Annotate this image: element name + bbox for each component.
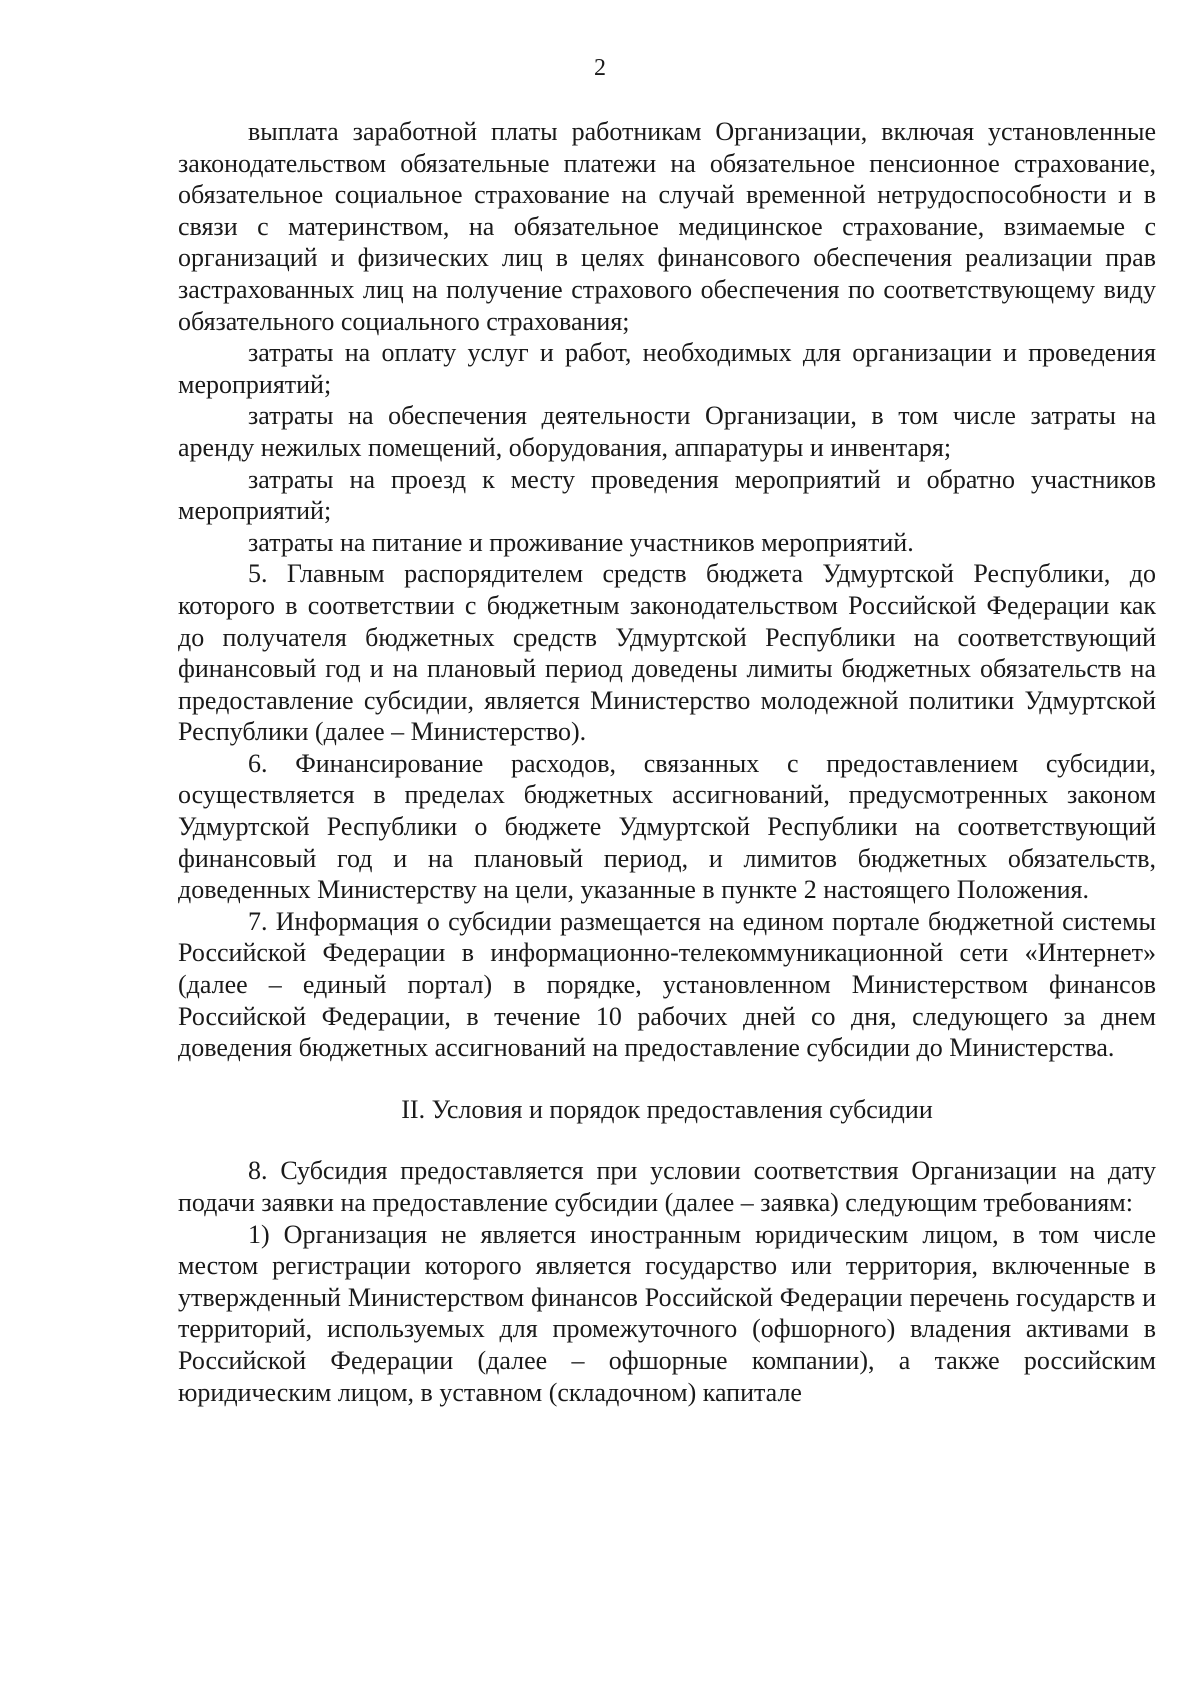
paragraph-item-5: 5. Главным распорядителем средств бюджета Удмуртской Республики, до которого в соответствии с бюджетным законодательством Российской Федерации как до получателя бюджетных средств Удмуртской Республики на соответствующий финансовый год и на плановый период доведены лимиты бюджетных обязательств на предоставление субсидии, является Министерство молодежной политики Удмуртской Республики (далее – Министерство).	[178, 559, 1156, 747]
paragraph-services-costs: затраты на оплату услуг и работ, необходимых для организации и проведения мероприятий;	[178, 338, 1156, 399]
paragraph-item-8: 8. Субсидия предоставляется при условии соответствия Организации на дату подачи заявки на предоставление субсидии (далее – заявка) следующим требованиям:	[178, 1156, 1156, 1217]
page-number: 2	[594, 55, 606, 81]
paragraph-travel-costs: затраты на проезд к месту проведения мероприятий и обратно участников мероприятий;	[178, 464, 1156, 526]
paragraph-operations-costs: затраты на обеспечения деятельности Организации, в том числе затраты на аренду нежилых помещений, оборудования, аппаратуры и инвентаря;	[178, 401, 1156, 462]
paragraph-subitem-1: 1) Организация не является иностранным юридическим лицом, в том числе местом регистрации которого является государство или территория, включенные в утвержденный Министерством финансов Российской Федерации перечень государств и территорий, используемых для промежуточного (офшорного) владения активами в Российской Федерации (далее – офшорные компании), а также российским юридическим лицом, в уставном (складочном) капитале	[178, 1219, 1156, 1407]
document-body	[178, 116, 1156, 1408]
paragraph-salary-payments: выплата заработной платы работникам Организации, включая установленные законодательством обязательные платежи на обязательное пенсионное страхование, обязательное социальное страхование на случай временной нетрудоспособности и в связи с материнством, на обязательное медицинское страхование, взимаемые с организаций и физических лиц в целях финансового обеспечения реализации прав застрахованных лиц на получение страхового обеспечения по соответствующему виду обязательного социального страхования;	[178, 117, 1156, 336]
paragraph-item-6: 6. Финансирование расходов, связанных с предоставлением субсидии, осуществляется в пределах бюджетных ассигнований, предусмотренных законом Удмуртской Республики о бюджете Удмуртской Республики на соответствующий финансовый год и на плановый период, и лимитов бюджетных обязательств, доведенных Министерству на цели, указанные в пункте 2 настоящего Положения.	[178, 748, 1156, 905]
paragraph-food-lodging-costs: затраты на питание и проживание участников мероприятий.	[248, 527, 914, 557]
paragraph-item-7: 7. Информация о субсидии размещается на едином портале бюджетной системы Российской Федерации в информационно-телекоммуникационной сети «Интернет» (далее – единый портал) в порядке, установленном Министерством финансов Российской Федерации, в течение 10 рабочих дней со дня, следующего за днем доведения бюджетных ассигнований на предоставление субсидии до Министерства.	[178, 906, 1156, 1063]
section-heading: II. Условия и порядок предоставления субсидии	[401, 1094, 933, 1124]
